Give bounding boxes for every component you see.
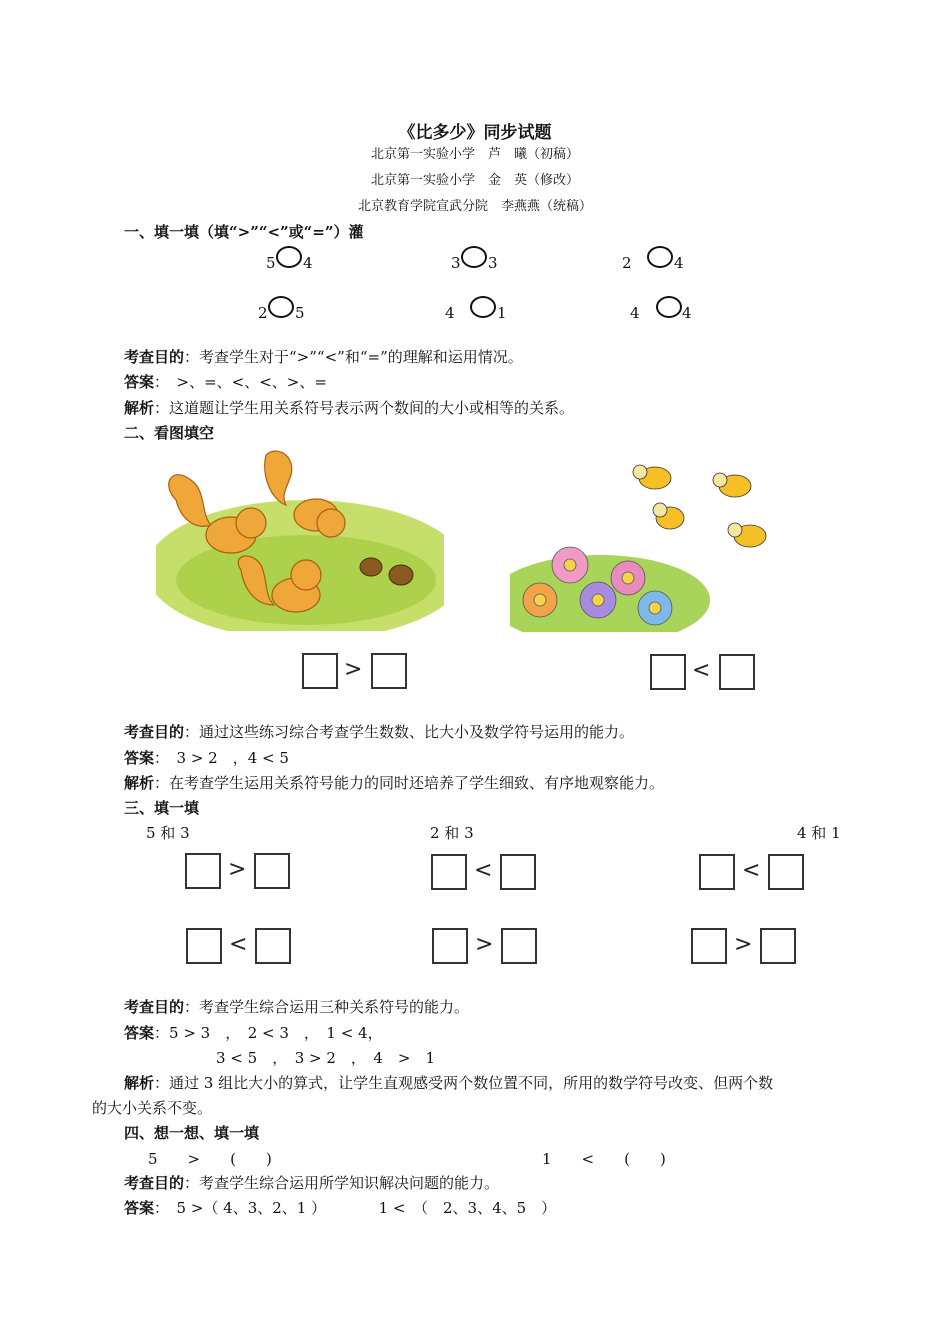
s2-analysis: 解析：在考查学生运用关系符号能力的同时还培养了学生细致、有序地观察能力。 <box>124 774 665 792</box>
group-label: 2 和 3 <box>430 824 474 842</box>
right-number: 4 <box>682 304 692 322</box>
section-2-heading: 二、看图填空 <box>124 424 215 442</box>
section-1-heading: 一、填一填（填“>”“<”或“=”）灌 <box>124 223 364 241</box>
relation-symbol: < <box>229 932 248 957</box>
answer-box[interactable] <box>760 928 796 964</box>
answer-box[interactable] <box>691 928 727 964</box>
answer-box[interactable] <box>699 854 735 890</box>
s1-answer: 答案： >、=、<、<、>、= <box>124 373 327 391</box>
answer-box[interactable] <box>650 654 686 690</box>
answer-oval[interactable] <box>276 246 302 268</box>
answer-box[interactable] <box>185 853 221 889</box>
group-label: 4 和 1 <box>797 824 841 842</box>
page-title: 《比多少》同步试题 <box>398 123 552 143</box>
relation-symbol: > <box>344 657 363 682</box>
answer-oval[interactable] <box>656 296 682 318</box>
author-line: 北京第一实验小学 金 英（修改） <box>370 173 579 188</box>
left-number: 5 <box>266 254 276 272</box>
bee <box>633 465 766 547</box>
answer-box[interactable] <box>254 853 290 889</box>
right-number: 3 <box>488 254 498 272</box>
answer-box[interactable] <box>431 854 467 890</box>
relation-symbol: < <box>474 858 493 883</box>
relation-symbol: < <box>692 658 711 683</box>
answer-oval[interactable] <box>647 246 673 268</box>
s2-purpose: 考查目的：通过这些练习综合考查学生数数、比大小及数学符号运用的能力。 <box>124 723 635 741</box>
answer-box[interactable] <box>501 928 537 964</box>
s4-purpose: 考查目的：考查学生综合运用所学知识解决问题的能力。 <box>124 1174 500 1192</box>
answer-oval[interactable] <box>268 296 294 318</box>
answer-box[interactable] <box>371 653 407 689</box>
right-number: 5 <box>295 304 305 322</box>
left-number: 2 <box>622 254 632 272</box>
answer-box[interactable] <box>186 928 222 964</box>
s3-analysis: 解析：通过 3 组比大小的算式，让学生直观感受两个数位置不同，所用的数学符号改变、但两个数 <box>124 1074 774 1092</box>
s3-answer-line2: 3 < 5 ， 3 > 2 ， 4 > 1 <box>216 1049 436 1067</box>
answer-box[interactable] <box>432 928 468 964</box>
right-number: 4 <box>674 254 684 272</box>
answer-box[interactable] <box>255 928 291 964</box>
group-label: 5 和 3 <box>146 824 190 842</box>
right-number: 1 <box>497 304 507 322</box>
right-number: 4 <box>303 254 313 272</box>
s2-answer: 答案： 3 > 2 ，4 < 5 <box>124 749 289 767</box>
author-line: 北京第一实验小学 芦 曦（初稿） <box>370 147 579 162</box>
s3-purpose: 考查目的：考查学生综合运用三种关系符号的能力。 <box>124 998 470 1016</box>
relation-symbol: > <box>228 857 247 882</box>
s4-right-question: 1 < ( ) <box>542 1150 666 1168</box>
author-line: 北京教育学院宣武分院 李燕燕（统稿） <box>357 199 592 214</box>
relation-symbol: > <box>475 932 494 957</box>
s1-analysis: 解析：这道题让学生用关系符号表示两个数间的大小或相等的关系。 <box>124 399 575 417</box>
bees-flowers-illustration <box>510 450 792 632</box>
answer-oval[interactable] <box>470 296 496 318</box>
left-number: 3 <box>451 254 461 272</box>
answer-box[interactable] <box>768 854 804 890</box>
answer-box[interactable] <box>302 653 338 689</box>
s3-analysis-line2: 的大小关系不变。 <box>92 1099 213 1117</box>
section-3-heading: 三、填一填 <box>124 799 200 817</box>
answer-box[interactable] <box>719 654 755 690</box>
relation-symbol: > <box>734 932 753 957</box>
s4-answer: 答案： 5 >（ 4、3、2、1 ） 1 < （ 2、3、4、5 ） <box>124 1199 557 1217</box>
left-number: 2 <box>258 304 268 322</box>
answer-oval[interactable] <box>461 246 487 268</box>
left-number: 4 <box>445 304 455 322</box>
s3-answer: 答案：5 > 3 ， 2 < 3 ， 1 < 4， <box>124 1024 383 1042</box>
relation-symbol: < <box>742 858 761 883</box>
squirrels-illustration <box>156 445 444 631</box>
answer-box[interactable] <box>500 854 536 890</box>
s1-purpose: 考查目的：考查学生对于“>”“<”和“=”的理解和运用情况。 <box>124 348 523 366</box>
section-4-heading: 四、想一想、填一填 <box>124 1124 260 1142</box>
s4-left-question: 5 > ( ) <box>148 1150 272 1168</box>
left-number: 4 <box>630 304 640 322</box>
